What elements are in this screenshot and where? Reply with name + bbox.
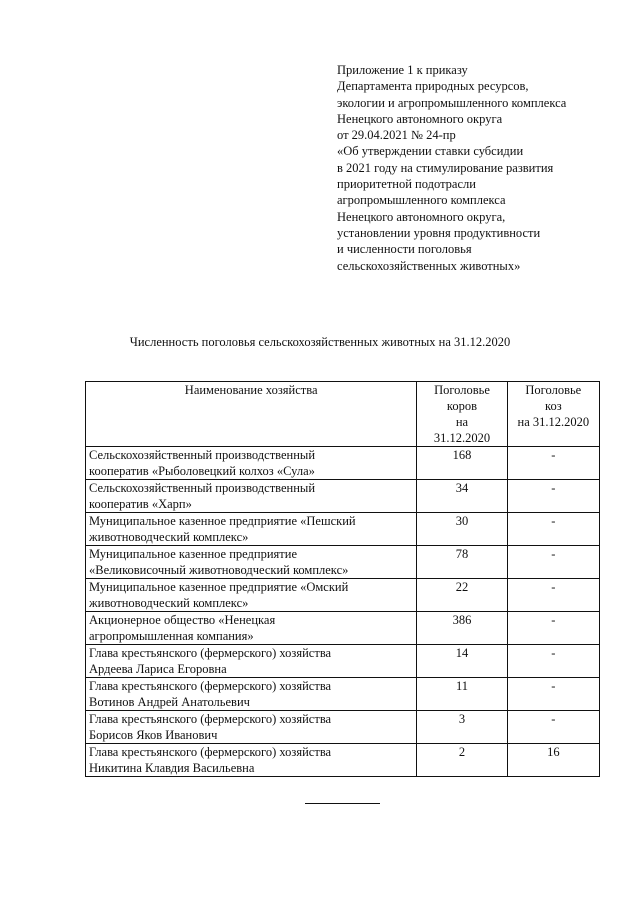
- appendix-line: установлении уровня продуктивности: [337, 225, 541, 240]
- appendix-line: в 2021 году на стимулирование развития: [337, 160, 554, 175]
- goats-count-cell: -: [507, 678, 599, 711]
- goats-count-cell: -: [507, 579, 599, 612]
- appendix-block: [337, 62, 627, 274]
- header-farm-name: Наименование хозяйства: [86, 382, 417, 447]
- table-row: [86, 744, 600, 777]
- appendix-line: Приложение 1 к приказу: [337, 63, 468, 77]
- table-header-row: [86, 382, 600, 447]
- table-row: [86, 447, 600, 480]
- farm-name-cell: Муниципальное казенное предприятие «Пешский животноводческий комплекс»: [86, 513, 417, 546]
- table-row: [86, 678, 600, 711]
- farm-name-cell: Глава крестьянского (фермерского) хозяйства Борисов Яков Иванович: [86, 711, 417, 744]
- cows-count-cell: 22: [417, 579, 507, 612]
- farm-name-cell: Сельскохозяйственный производственный кооператив «Рыболовецкий колхоз «Сула»: [86, 447, 417, 480]
- header-goats: Поголовье коз на 31.12.2020: [507, 382, 599, 447]
- goats-count-cell: -: [507, 612, 599, 645]
- cows-count-cell: 386: [417, 612, 507, 645]
- cows-count-cell: 34: [417, 480, 507, 513]
- table-row: [86, 480, 600, 513]
- goats-count-cell: -: [507, 546, 599, 579]
- farm-name-cell: Сельскохозяйственный производственный кооператив «Харп»: [86, 480, 417, 513]
- appendix-line: Департамента природных ресурсов,: [337, 79, 529, 94]
- appendix-line: агропромышленного комплекса: [337, 193, 506, 208]
- table-row: [86, 513, 600, 546]
- goats-count-cell: -: [507, 645, 599, 678]
- table-row: [86, 645, 600, 678]
- appendix-line: «Об утверждении ставки субсидии: [337, 144, 524, 159]
- table-row: [86, 612, 600, 645]
- cows-count-cell: 11: [417, 678, 507, 711]
- footer-divider: [305, 803, 380, 804]
- cows-count-cell: 168: [417, 447, 507, 480]
- livestock-table: [85, 381, 600, 777]
- appendix-line: и численности поголовья: [337, 242, 472, 257]
- header-cows: Поголовье коров на 31.12.2020: [417, 382, 507, 447]
- document-title: Численность поголовья сельскохозяйственных животных на 31.12.2020: [129, 335, 511, 349]
- goats-count-cell: -: [507, 447, 599, 480]
- goats-count-cell: -: [507, 513, 599, 546]
- appendix-line: экологии и агропромышленного комплекса: [337, 95, 567, 110]
- appendix-line: Ненецкого автономного округа: [337, 111, 503, 126]
- cows-count-cell: 3: [417, 711, 507, 744]
- cows-count-cell: 2: [417, 744, 507, 777]
- farm-name-cell: Муниципальное казенное предприятие «Великовисочный животноводческий комплекс»: [86, 546, 417, 579]
- cows-count-cell: 14: [417, 645, 507, 678]
- appendix-line: Ненецкого автономного округа,: [337, 209, 506, 224]
- goats-count-cell: 16: [507, 744, 599, 777]
- appendix-line: сельскохозяйственных животных»: [337, 258, 521, 273]
- appendix-line: приоритетной подотрасли: [337, 177, 476, 192]
- farm-name-cell: Глава крестьянского (фермерского) хозяйства Никитина Клавдия Васильевна: [86, 744, 417, 777]
- table-row: [86, 711, 600, 744]
- goats-count-cell: -: [507, 711, 599, 744]
- cows-count-cell: 30: [417, 513, 507, 546]
- farm-name-cell: Глава крестьянского (фермерского) хозяйства Вотинов Андрей Анатольевич: [86, 678, 417, 711]
- goats-count-cell: -: [507, 480, 599, 513]
- farm-name-cell: Муниципальное казенное предприятие «Омский животноводческий комплекс»: [86, 579, 417, 612]
- appendix-line: от 29.04.2021 № 24-пр: [337, 128, 456, 143]
- farm-name-cell: Глава крестьянского (фермерского) хозяйства Ардеева Лариса Егоровна: [86, 645, 417, 678]
- cows-count-cell: 78: [417, 546, 507, 579]
- table-row: [86, 546, 600, 579]
- table-row: [86, 579, 600, 612]
- farm-name-cell: Акционерное общество «Ненецкая агропромышленная компания»: [86, 612, 417, 645]
